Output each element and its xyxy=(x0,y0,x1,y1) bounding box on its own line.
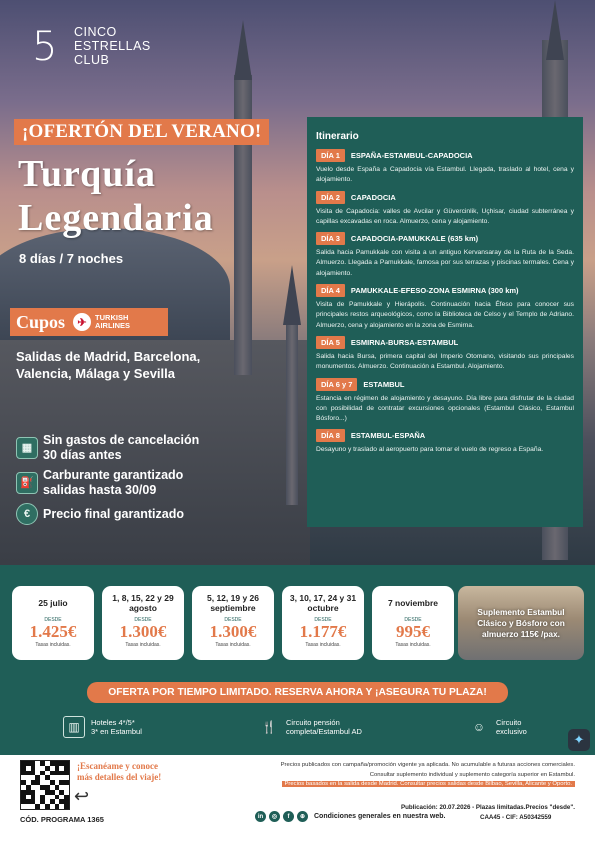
publication-info: Publicación: 20.07.2026 - Plazas limitadas.Precios "desde". xyxy=(400,804,575,811)
card-desde: DESDE xyxy=(404,617,422,623)
day-title: ESMIRNA-BURSA-ESTAMBUL xyxy=(350,337,459,347)
legal-line: Consultar suplemento individual y suplemento categoría superior en Estambul. xyxy=(369,771,575,778)
logo-line: CINCO xyxy=(74,25,117,39)
card-dates: 5, 12, 19 y 26 septiembre xyxy=(207,593,259,613)
itinerary-heading: Itinerario xyxy=(316,131,359,142)
scan-line: ¡Escanéame y conoce xyxy=(77,761,158,771)
feature-line: Sin gastos de cancelación xyxy=(43,433,200,447)
feature-line: Carburante garantizado xyxy=(43,468,184,482)
card-tasas: Tasas incluidas. xyxy=(305,642,341,648)
day-badge: DÍA 1 xyxy=(316,149,345,162)
feature-item xyxy=(16,433,199,463)
card-dates: 1, 8, 15, 22 y 29 agosto xyxy=(112,593,174,613)
card-price: 1.425€ xyxy=(29,622,77,641)
web-icon[interactable]: ⊕ xyxy=(297,811,308,822)
card-desde: DESDE xyxy=(44,617,62,623)
qr-code[interactable] xyxy=(20,760,70,810)
social-links xyxy=(255,811,445,822)
feature-item xyxy=(16,503,184,525)
itinerary-day xyxy=(316,336,574,373)
logo-line: CLUB xyxy=(74,52,110,67)
day-title: CAPADOCIA xyxy=(350,192,396,202)
service-item xyxy=(63,716,142,738)
company-cif: CAA45 - CIF: A50342559 xyxy=(480,814,552,821)
departures-line: Salidas de Madrid, Barcelona, xyxy=(16,349,201,364)
price-card[interactable] xyxy=(102,586,184,660)
title-line: Turquía xyxy=(18,153,156,195)
itinerary-day xyxy=(316,191,574,228)
turkish-airlines-icon: ✈ xyxy=(73,313,91,331)
itinerary-day xyxy=(316,232,574,279)
calendar-icon: ▦ xyxy=(16,437,38,459)
scan-prompt xyxy=(77,761,161,783)
service-line: exclusivo xyxy=(496,727,527,736)
promo-tag: ¡OFERTÓN DEL VERANO! xyxy=(14,119,269,145)
card-desde: DESDE xyxy=(314,617,332,623)
service-item xyxy=(258,716,362,738)
hotel-icon: ▥ xyxy=(63,716,85,738)
price-card[interactable] xyxy=(192,586,274,660)
day-title: PAMUKKALE-EFESO-ZONA ESMIRNA (300 km) xyxy=(350,286,519,296)
card-desde: DESDE xyxy=(224,617,242,623)
price-cards xyxy=(12,586,454,660)
fuel-icon: ⛽ xyxy=(16,472,38,494)
day-description: Salida hacia Pamukkale con visita a un antiguo Kervansaray de la Ruta de la Seda. Almuerzo. Llegada a Pamukkale, famosa por sus terrazas y piscinas termales. Cena y alojamiento. xyxy=(316,249,574,277)
service-line: completa/Estambul AD xyxy=(286,727,362,736)
trip-duration: 8 días / 7 noches xyxy=(19,251,124,266)
facebook-icon[interactable]: f xyxy=(283,811,294,822)
feature-line: salidas hasta 30/09 xyxy=(43,483,157,497)
card-tasas: Tasas incluidas. xyxy=(125,642,161,648)
card-dates: 25 julio xyxy=(38,598,68,608)
service-line: Hoteles 4*/5* xyxy=(91,718,135,727)
day-description: Salida hacia Bursa, primera capital del Imperio Otomano, visitando sus principales monumentos. Almuerzo. Continuación a Estambul. Alojamiento. xyxy=(316,352,574,371)
supplement-text: Suplemento Estambul Clásico y Bósforo con almuerzo 115€ /pax. xyxy=(477,606,565,639)
legal-text xyxy=(200,761,575,790)
page-title xyxy=(18,152,214,240)
price-card[interactable] xyxy=(12,586,94,660)
cutlery-icon: 🍴 xyxy=(261,719,277,734)
instagram-icon[interactable]: ◎ xyxy=(269,811,280,822)
day-badge: DÍA 4 xyxy=(316,284,345,297)
service-line: 3* en Estambul xyxy=(91,727,142,736)
supplement-card[interactable] xyxy=(458,586,584,660)
day-badge: DÍA 6 y 7 xyxy=(316,378,357,391)
airline-line: TURKISH xyxy=(95,313,129,322)
logo-line: ESTRELLAS xyxy=(74,38,151,53)
day-description: Vuelo desde España a Capadocia vía Estambul. Llegada, traslado al hotel, cena y alojamiento. xyxy=(316,166,574,184)
curved-arrow-icon: ↩ xyxy=(74,786,90,806)
itinerary-panel xyxy=(307,117,583,527)
euro-icon: € xyxy=(16,503,38,525)
airline-logo xyxy=(73,313,130,331)
card-tasas: Tasas incluidas. xyxy=(395,642,431,648)
itinerary-day xyxy=(316,284,574,331)
conditions-link[interactable]: Condiciones generales en nuestra web. xyxy=(314,813,446,820)
price-card[interactable] xyxy=(282,586,364,660)
airline-line: AIRLINES xyxy=(95,321,131,330)
day-badge: DÍA 2 xyxy=(316,191,345,204)
itinerary-day xyxy=(316,149,574,186)
day-title: ESPAÑA-ESTAMBUL-CAPADOCIA xyxy=(350,151,473,160)
feature-line: Precio final garantizado xyxy=(43,506,185,521)
card-price: 1.177€ xyxy=(299,622,347,641)
feature-item xyxy=(16,468,183,498)
day-description: Estancia en régimen de alojamiento y desayuno. Día libre para disfrutar de la ciudad con posibilidad de contratar excursiones opcionales (Estambul Clásico, Estambul Bósforo...) xyxy=(316,394,574,423)
card-tasas: Tasas incluidas. xyxy=(35,642,71,648)
cupos-banner xyxy=(10,308,168,336)
card-dates: 3, 10, 17, 24 y 31 octubre xyxy=(289,593,357,613)
service-line: Circuito xyxy=(496,718,522,727)
day-badge: DÍA 3 xyxy=(316,232,345,245)
linkedin-icon[interactable]: in xyxy=(255,811,266,822)
service-item xyxy=(468,716,527,738)
five-logo-icon: 5 xyxy=(32,23,58,70)
departure-cities xyxy=(16,348,200,382)
day-description: Desayuno y traslado al aeropuerto para tomar el vuelo de regreso a España. xyxy=(316,446,544,454)
day-title: ESTAMBUL-ESPAÑA xyxy=(350,431,426,441)
day-title: CAPADOCIA-PAMUKKALE (635 km) xyxy=(350,234,479,244)
brand-logo[interactable] xyxy=(32,23,151,70)
cupos-label: Cupos xyxy=(16,311,66,332)
day-description: Visita de Capadocia: valles de Avcilar y Güvercinlik, Uçhisar, ciudad subterránea y capillas excavadas en roca. Almuerzo, cena y alojamiento. xyxy=(316,207,574,225)
service-line: Circuito pensión xyxy=(286,718,340,727)
app-launcher-icon[interactable]: ✦ xyxy=(568,729,590,751)
day-description: Visita de Pamukkale y Hierápolis. Continuación hacia Éfeso para conocer sus principales restos arqueológicos, como la Biblioteca de Celso y el Templo de Adriano. Almuerzo, cena y alojamiento en la zona de Esmirna. xyxy=(316,301,574,329)
feature-line: 30 días antes xyxy=(43,448,122,462)
itinerary-day xyxy=(316,378,574,425)
itinerary-day xyxy=(316,429,574,455)
card-price: 1.300€ xyxy=(209,622,257,641)
card-dates: 7 noviembre xyxy=(387,598,439,608)
card-tasas: Tasas incluidas. xyxy=(215,642,251,648)
program-code: CÓD. PROGRAMA 1365 xyxy=(20,815,104,824)
day-title: ESTAMBUL xyxy=(363,379,405,389)
departures-line: Valencia, Málaga y Sevilla xyxy=(16,366,175,381)
card-desde: DESDE xyxy=(134,617,152,623)
guide-icon: ☺ xyxy=(472,719,486,734)
legal-line: Precios publicados con campaña/promoción vigente ya aplicada. No acumulable a futuras acciones comerciales. xyxy=(280,762,575,768)
day-badge: DÍA 5 xyxy=(316,336,345,349)
offer-banner[interactable]: OFERTA POR TIEMPO LIMITADO. RESERVA AHORA Y ¡ASEGURA TU PLAZA! xyxy=(87,682,508,703)
legal-highlight: Precios basados en la salida desde Madrid. Consultar precios salidas desde Bilbao, Sevilla, Alicante y Oporto. xyxy=(282,781,576,787)
minaret xyxy=(286,305,298,505)
day-badge: DÍA 8 xyxy=(316,429,345,442)
card-price: 995€ xyxy=(396,622,430,641)
scan-line: más detalles del viaje! xyxy=(77,772,162,782)
card-price: 1.300€ xyxy=(119,622,167,641)
price-card[interactable] xyxy=(372,586,454,660)
title-line: Legendaria xyxy=(18,197,214,239)
